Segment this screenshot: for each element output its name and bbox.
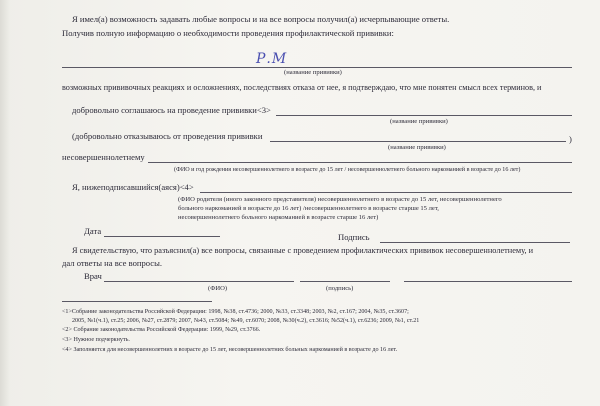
signature-line xyxy=(380,242,570,243)
agree-vaccine-line xyxy=(276,115,572,116)
label-date: Дата xyxy=(84,226,102,236)
parent-name-line xyxy=(200,192,572,193)
label-doctor: Врач xyxy=(84,271,102,281)
parent-caption-line-2: больного наркоманией в возрасте до 16 лет) /несовершеннолетнего в возрасте старше 15 лет, xyxy=(178,205,439,212)
doctor-fio-caption: (ФИО) xyxy=(208,285,228,292)
close-paren: ) xyxy=(569,134,572,144)
text-agree-vaccination: добровольно соглашаюсь на проведение прививки<3> xyxy=(72,105,271,115)
doctor-extra-line xyxy=(404,281,572,282)
page-fold-shadow xyxy=(0,0,10,406)
minor-name-line xyxy=(148,162,572,163)
text-reactions-complications: возможных прививочных реакциях и осложнениях, последствиях отказа от нее, я подтверждаю, что мне понятен смысл всех терминов, и xyxy=(62,83,542,92)
text-certify-line-2: дал ответы на все вопросы. xyxy=(62,258,163,268)
doctor-signature-line xyxy=(300,281,390,282)
footnote-2: <2> Собрание законодательства Российской Федерации: 1999, №29, ст.3766. xyxy=(62,327,261,333)
label-signature: Подпись xyxy=(338,232,370,242)
footnote-4: <4> Заполняется для несовершеннолетних в возрасте до 15 лет, несовершеннолетних больных наркоманией в возрасте до 16 лет. xyxy=(62,347,398,353)
text-certify-line-1: Я свидетельствую, что разъяснил(а) все вопросы, связанные с проведением профилактических прививок несовершеннолетнему, и xyxy=(72,246,534,255)
text-questions-answered: Я имел(а) возможность задавать любые вопросы и на все вопросы получил(а) исчерпывающие ответы. xyxy=(72,14,450,24)
footnote-3: <3> Нужное подчеркнуть. xyxy=(62,337,130,343)
refuse-vaccine-line xyxy=(270,141,566,142)
vaccine-name-line xyxy=(62,67,572,68)
footnote-separator xyxy=(62,301,212,302)
parent-caption-line-1: (ФИО родителя (иного законного представителя) несовершеннолетнего в возрасте до 15 лет, несовершеннолетнего xyxy=(178,196,502,203)
text-full-info: Получив полную информацию о необходимости проведения профилактической прививки: xyxy=(62,28,394,38)
refuse-vaccine-caption: (название прививки) xyxy=(388,144,446,151)
doctor-name-line xyxy=(104,281,294,282)
minor-name-caption: (ФИО и год рождения несовершеннолетнего в возрасте до 15 лет / несовершеннолетнего больного наркоманией в возрасте до 16 лет) xyxy=(174,167,521,173)
agree-vaccine-caption: (название прививки) xyxy=(390,118,448,125)
text-undersigned: Я, нижеподписавшийся(аяся)<4> xyxy=(72,182,194,192)
parent-caption-line-3: несовершеннолетнего больного наркоманией в возрасте старше 16 лет) xyxy=(178,214,379,221)
text-refuse-vaccination: (добровольно отказываюсь от проведения прививки xyxy=(72,131,263,141)
doctor-sign-caption: (подпись) xyxy=(326,285,354,292)
handwritten-vaccine-name: Р.М xyxy=(256,51,288,67)
footnote-1a: <1>Собрание законодательства Российской Федерации: 1998, №38, ст.4736; 2000, №33, ст.3348; 2003, №2, ст.167; 2004, №35, ст.3607; xyxy=(62,309,409,315)
date-line xyxy=(104,236,220,237)
footnote-1b: 2005, №1(ч.1), ст.25; 2006, №27, ст.2879; 2007, №43, ст.5084; №49, ст.6070; 2008, №30(ч.2), ст.3616; №52(ч.1), ст.6236; 2009, №1, ст.21 xyxy=(72,318,420,324)
vaccine-name-caption: (название прививки) xyxy=(284,69,342,76)
text-minor: несовершеннолетнему xyxy=(62,152,145,162)
